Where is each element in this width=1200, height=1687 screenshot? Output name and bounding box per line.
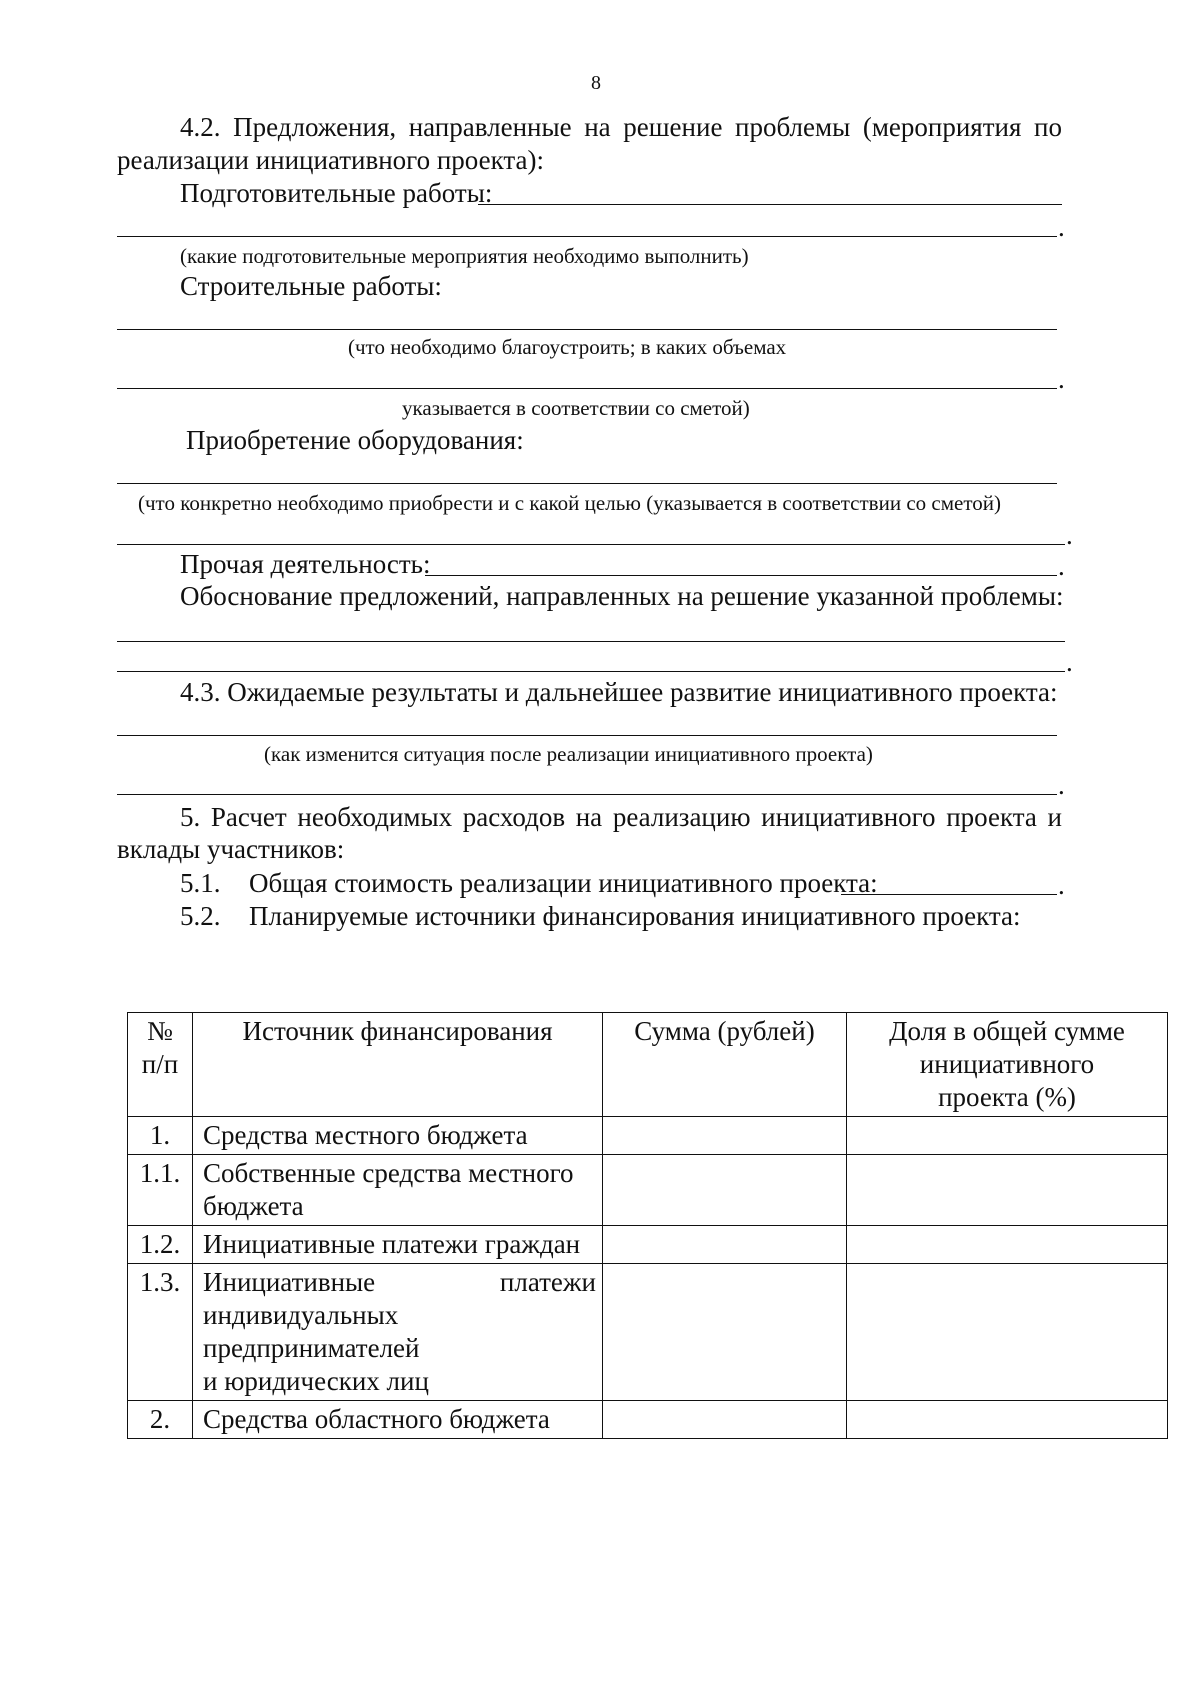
results-fill-line-2 [117,794,1057,795]
section-4-2-heading: 4.2. Предложения, направленные на решение проблемы (мероприятия по [180,112,1062,142]
section-5-heading: 5. Расчет необходимых расходов на реализацию инициативного проекта и [180,802,1062,832]
row-share-cell[interactable] [847,1264,1168,1401]
row-number: 2. [128,1401,193,1439]
construction-fill-line-2 [117,388,1057,389]
row-number: 1. [128,1117,193,1155]
other-activity-fill-line [425,575,1057,576]
row-source: Средства местного бюджета [193,1117,603,1155]
row-number: 1.2. [128,1226,193,1264]
prep-works-fill-line-2 [117,236,1057,237]
justification-label: Обоснование предложений, направленных на решение указанной проблемы: [180,581,1064,611]
row-share-cell[interactable] [847,1155,1168,1226]
period: . [1058,212,1065,242]
table-row [128,1117,1168,1155]
period: . [1058,870,1065,900]
row-source: Средства областного бюджета [193,1401,603,1439]
table-row [128,1155,1168,1226]
row-share-cell[interactable] [847,1117,1168,1155]
other-activity-label: Прочая деятельность: [180,549,431,579]
equipment-label: Приобретение оборудования: [186,425,524,455]
construction-hint-1: (что необходимо благоустроить; в каких объемах [348,335,787,359]
table-row [128,1226,1168,1264]
row-source: Собственные средства местного бюджета [193,1155,603,1226]
section-4-3-heading: 4.3. Ожидаемые результаты и дальнейшее развитие инициативного проекта: [180,677,1058,707]
row-amount-cell[interactable] [603,1117,847,1155]
results-fill-line [117,735,1057,736]
row-amount-cell[interactable] [603,1264,847,1401]
row-amount-cell[interactable] [603,1226,847,1264]
equipment-hint: (что конкретно необходимо приобрести и с какой целью (указывается в соответствии со сметой) [138,491,1001,515]
financing-table [127,1012,1168,1439]
justification-fill-line-2 [117,671,1065,672]
item-5-2-text: Планируемые источники финансирования инициативного проекта: [249,901,1021,931]
row-source: Инициативные платежи граждан [193,1226,603,1264]
header-source: Источник финансирования [193,1013,603,1117]
section-5-heading-line2: вклады участников: [117,834,345,864]
period: . [1066,520,1073,550]
construction-works-label: Строительные работы: [180,271,442,301]
header-share: Доля в общей сумме инициативного проекта (%) [847,1013,1168,1117]
table-row [128,1264,1168,1401]
construction-hint-2: указывается в соответствии со сметой) [402,396,750,420]
page-number: 8 [591,72,601,94]
construction-fill-line [117,329,1057,330]
item-5-2-number: 5.2. [180,901,221,931]
header-num: № п/п [128,1013,193,1117]
table-header-row [128,1013,1168,1117]
total-cost-fill-line [841,894,1057,895]
period: . [1058,770,1065,800]
prep-works-hint: (какие подготовительные мероприятия необходимо выполнить) [180,244,749,268]
row-amount-cell[interactable] [603,1401,847,1439]
row-share-cell[interactable] [847,1226,1168,1264]
item-5-1-number: 5.1. [180,868,221,898]
equipment-fill-line-2 [117,544,1065,545]
row-share-cell[interactable] [847,1401,1168,1439]
header-amount: Сумма (рублей) [603,1013,847,1117]
prep-works-fill-line [478,204,1062,205]
equipment-fill-line [117,483,1057,484]
results-hint: (как изменится ситуация после реализации инициативного проекта) [264,742,873,766]
justification-fill-line [117,641,1065,642]
row-source: Инициативные платежи индивидуальных предпринимателей и юридических лиц [193,1264,603,1401]
period: . [1058,364,1065,394]
row-number: 1.3. [128,1264,193,1401]
period: . [1058,551,1065,581]
row-amount-cell[interactable] [603,1155,847,1226]
item-5-1-text: Общая стоимость реализации инициативного проекта: [249,868,878,898]
table-row [128,1401,1168,1439]
prep-works-label: Подготовительные работы: [180,178,493,208]
section-4-2-heading-line2: реализации инициативного проекта): [117,145,544,175]
row-number: 1.1. [128,1155,193,1226]
period: . [1066,647,1073,677]
